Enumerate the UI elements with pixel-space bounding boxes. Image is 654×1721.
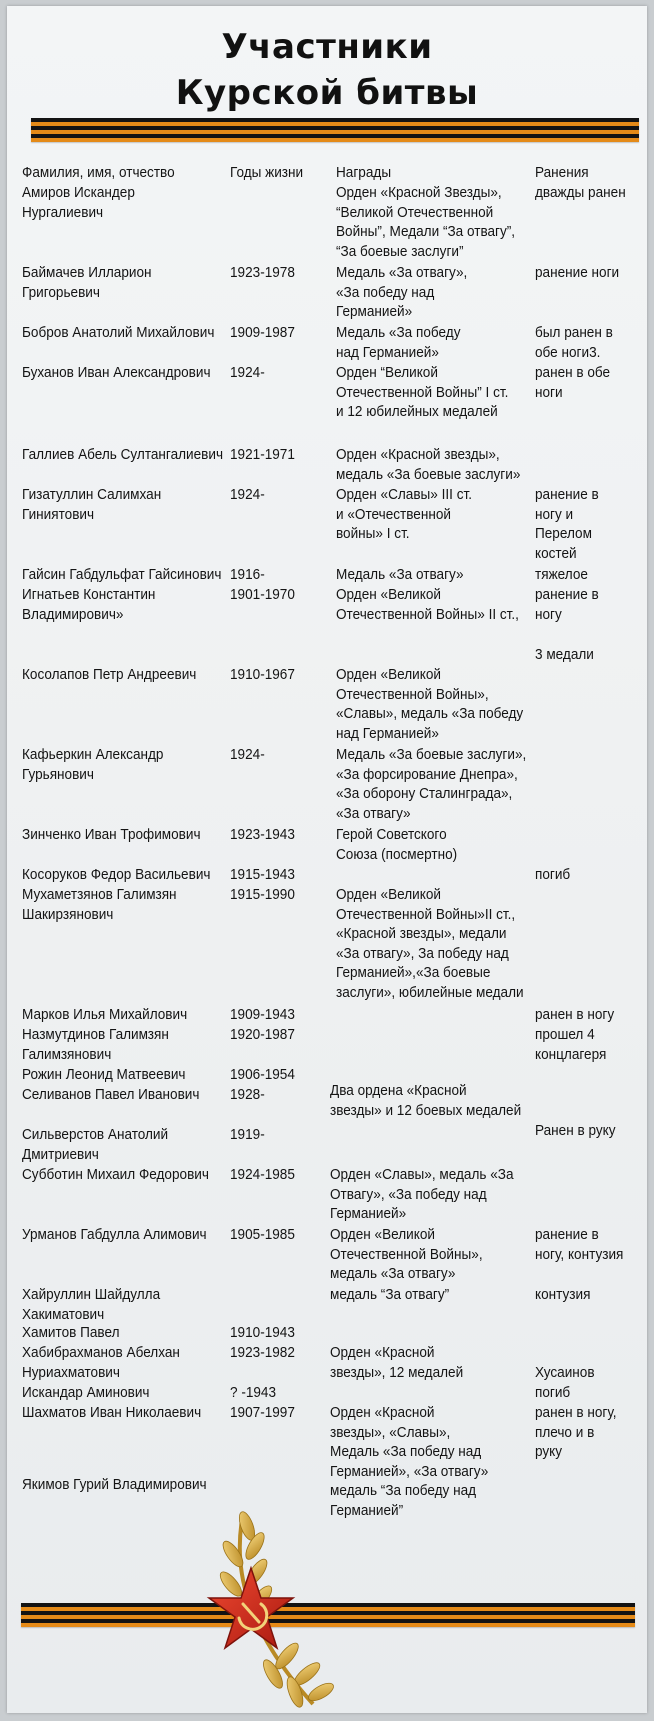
- row-wounds: прошел 4 концлагеря: [535, 1027, 607, 1063]
- row-wounds: Хусаинов погиб: [535, 1365, 595, 1401]
- row-awards: Орден «Великой Отечественной Войны» II ст.,: [336, 587, 519, 623]
- row-name: Марков Илья Михайлович: [22, 1007, 188, 1023]
- row-years: 1923-1978: [230, 265, 295, 281]
- row-name: Бобров Анатолий Михайлович: [22, 325, 215, 341]
- row-wounds: был ранен в обе ноги3.: [535, 325, 613, 361]
- row-wounds: тяжелое: [535, 567, 588, 583]
- row-wounds: контузия: [535, 1287, 591, 1303]
- row-name: Амиров Искандер Нургалиевич: [22, 185, 135, 221]
- row-awards: Два ордена «Красной звезды» и 12 боевых медалей: [330, 1083, 522, 1119]
- st-george-ribbon-top-icon: [31, 118, 639, 142]
- memorial-poster: [7, 6, 647, 1713]
- row-wounds: 3 медали: [535, 647, 594, 663]
- row-name: Урманов Габдулла Алимович: [22, 1227, 207, 1243]
- row-awards: Медаль «За победу над Германией»: [336, 325, 461, 361]
- row-name: Кафьеркин Александр Гурьянович: [22, 747, 164, 783]
- row-wounds: ранение ноги: [535, 265, 620, 281]
- row-awards: Орден «Славы», медаль «За Отвагу», «За победу над Германией»: [330, 1167, 514, 1223]
- row-years: 1921-1971: [230, 447, 295, 463]
- header-wounds: Ранения: [535, 165, 589, 181]
- row-years: 1920-1987: [230, 1027, 295, 1043]
- row-years: 1909-1987: [230, 325, 295, 341]
- row-wounds: погиб: [535, 867, 571, 883]
- row-years: 1928-: [230, 1087, 265, 1103]
- row-years: 1910-1967: [230, 667, 295, 683]
- row-awards: медаль “За отвагу”: [330, 1287, 450, 1303]
- row-years: 1924-1985: [230, 1167, 295, 1183]
- row-years: 1923-1943: [230, 827, 295, 843]
- row-name: Буханов Иван Александрович: [22, 365, 211, 381]
- row-name: Субботин Михаил Федорович: [22, 1167, 209, 1183]
- header-years: Годы жизни: [230, 165, 304, 181]
- row-awards: Медаль «За отвагу»: [336, 567, 464, 583]
- row-years: 1909-1943: [230, 1007, 295, 1023]
- row-wounds: дважды ранен: [535, 185, 626, 201]
- row-years: 1924-: [230, 747, 265, 763]
- page-title-line-2: Курской битвы: [175, 73, 479, 113]
- header-awards: Награды: [336, 165, 392, 181]
- row-years: 1923-1982: [230, 1345, 295, 1361]
- row-awards: Медаль «За боевые заслуги», «За форсирование Днепра», «За оборону Сталинграда», «За отвагу»: [336, 747, 527, 822]
- row-name: Якимов Гурий Владимирович: [22, 1477, 207, 1493]
- row-name: Баймачев Илларион Григорьевич: [22, 265, 152, 301]
- row-name: Шахматов Иван Николаевич: [22, 1405, 202, 1421]
- row-years: 1924-: [230, 365, 265, 381]
- row-name: Гизатуллин Салимхан Гиниятович: [22, 487, 162, 523]
- row-years: 1924-: [230, 487, 265, 503]
- row-name: Хабибрахманов Абелхан Нуриахматович: [22, 1345, 180, 1381]
- row-awards: Орден «Великой Отечественной Войны»II ст., «Красной звезды», медали «За отвагу», За победу над Германией»,«За боевые заслуги», юбилейные медали: [336, 887, 524, 1001]
- row-wounds: ранение в ногу: [535, 587, 599, 623]
- row-years: 1916-: [230, 567, 265, 583]
- row-name: Мухаметзянов Галимзян Шакирзянович: [22, 887, 177, 923]
- row-awards: Медаль «За отвагу», «За победу над Германией»: [336, 265, 468, 321]
- row-wounds: ранен в ногу: [535, 1007, 615, 1023]
- row-name: Косолапов Петр Андреевич: [22, 667, 197, 683]
- row-years: 1907-1997: [230, 1405, 295, 1421]
- row-years: 1910-1943: [230, 1325, 295, 1341]
- row-name: Селиванов Павел Иванович: [22, 1087, 200, 1103]
- row-years: 1905-1985: [230, 1227, 295, 1243]
- row-wounds: ранен в обе ноги: [535, 365, 611, 401]
- row-years: ? -1943: [230, 1385, 277, 1401]
- row-name: Зинченко Иван Трофимович: [22, 827, 201, 843]
- row-wounds: Ранен в руку: [535, 1123, 616, 1139]
- row-years: 1915-1943: [230, 867, 295, 883]
- row-years: 1919-: [230, 1127, 265, 1143]
- row-name: Галлиев Абель Султангалиевич: [22, 447, 224, 463]
- row-name: Хамитов Павел: [22, 1325, 120, 1341]
- row-awards: Орден “Великой Отечественной Войны” I ст. и 12 юбилейных медалей: [336, 365, 509, 421]
- row-years: 1915-1990: [230, 887, 295, 903]
- row-name: Сильверстов Анатолий Дмитриевич: [22, 1127, 169, 1163]
- row-name: Косоруков Федор Васильевич: [22, 867, 211, 883]
- row-name: Рожин Леонид Матвеевич: [22, 1067, 186, 1083]
- row-awards: Орден «Красной звезды», медаль «За боевые заслуги»: [336, 447, 521, 483]
- row-wounds: ранен в ногу, плечо и в руку: [535, 1405, 617, 1461]
- row-awards: Герой Советского Союза (посмертно): [336, 827, 458, 863]
- row-name: Искандар Аминович: [22, 1385, 150, 1401]
- header-name: Фамилия, имя, отчество: [22, 165, 175, 181]
- row-years: 1901-1970: [230, 587, 295, 603]
- row-awards: Орден «Великой Отечественной Войны», медаль «За отвагу»: [330, 1227, 483, 1283]
- row-wounds: ранение в ногу, контузия: [535, 1227, 624, 1263]
- row-years: 1906-1954: [230, 1067, 295, 1083]
- page-title-line-1: Участники: [221, 27, 433, 67]
- row-awards: Орден «Великой Отечественной Войны», «Славы», медаль «За победу над Германией»: [336, 667, 524, 742]
- row-wounds: ранение в ногу и Перелом костей: [535, 487, 599, 562]
- row-awards: Орден «Славы» III ст. и «Отечественной войны» I ст.: [336, 487, 472, 543]
- red-star-laurel-icon: [203, 1506, 363, 1711]
- row-name: Гайсин Габдульфат Гайсинович: [22, 567, 222, 583]
- row-awards: Орден «Красной Звезды», “Великой Отечественной Войны”, Медали “За отвагу”, “За боевые заслуги”: [336, 185, 516, 260]
- row-awards: Орден «Красной звезды», «Славы», Медаль «За победу над Германией», «За отвагу» медаль “За победу над Германией”: [330, 1405, 489, 1519]
- row-name: Назмутдинов Галимзян Галимзянович: [22, 1027, 169, 1063]
- row-name: Игнатьев Константин Владимирович»: [22, 587, 156, 623]
- row-awards: Орден «Красной звезды», 12 медалей: [330, 1345, 464, 1381]
- row-name: Хайруллин Шайдулла Хакиматович: [22, 1287, 161, 1323]
